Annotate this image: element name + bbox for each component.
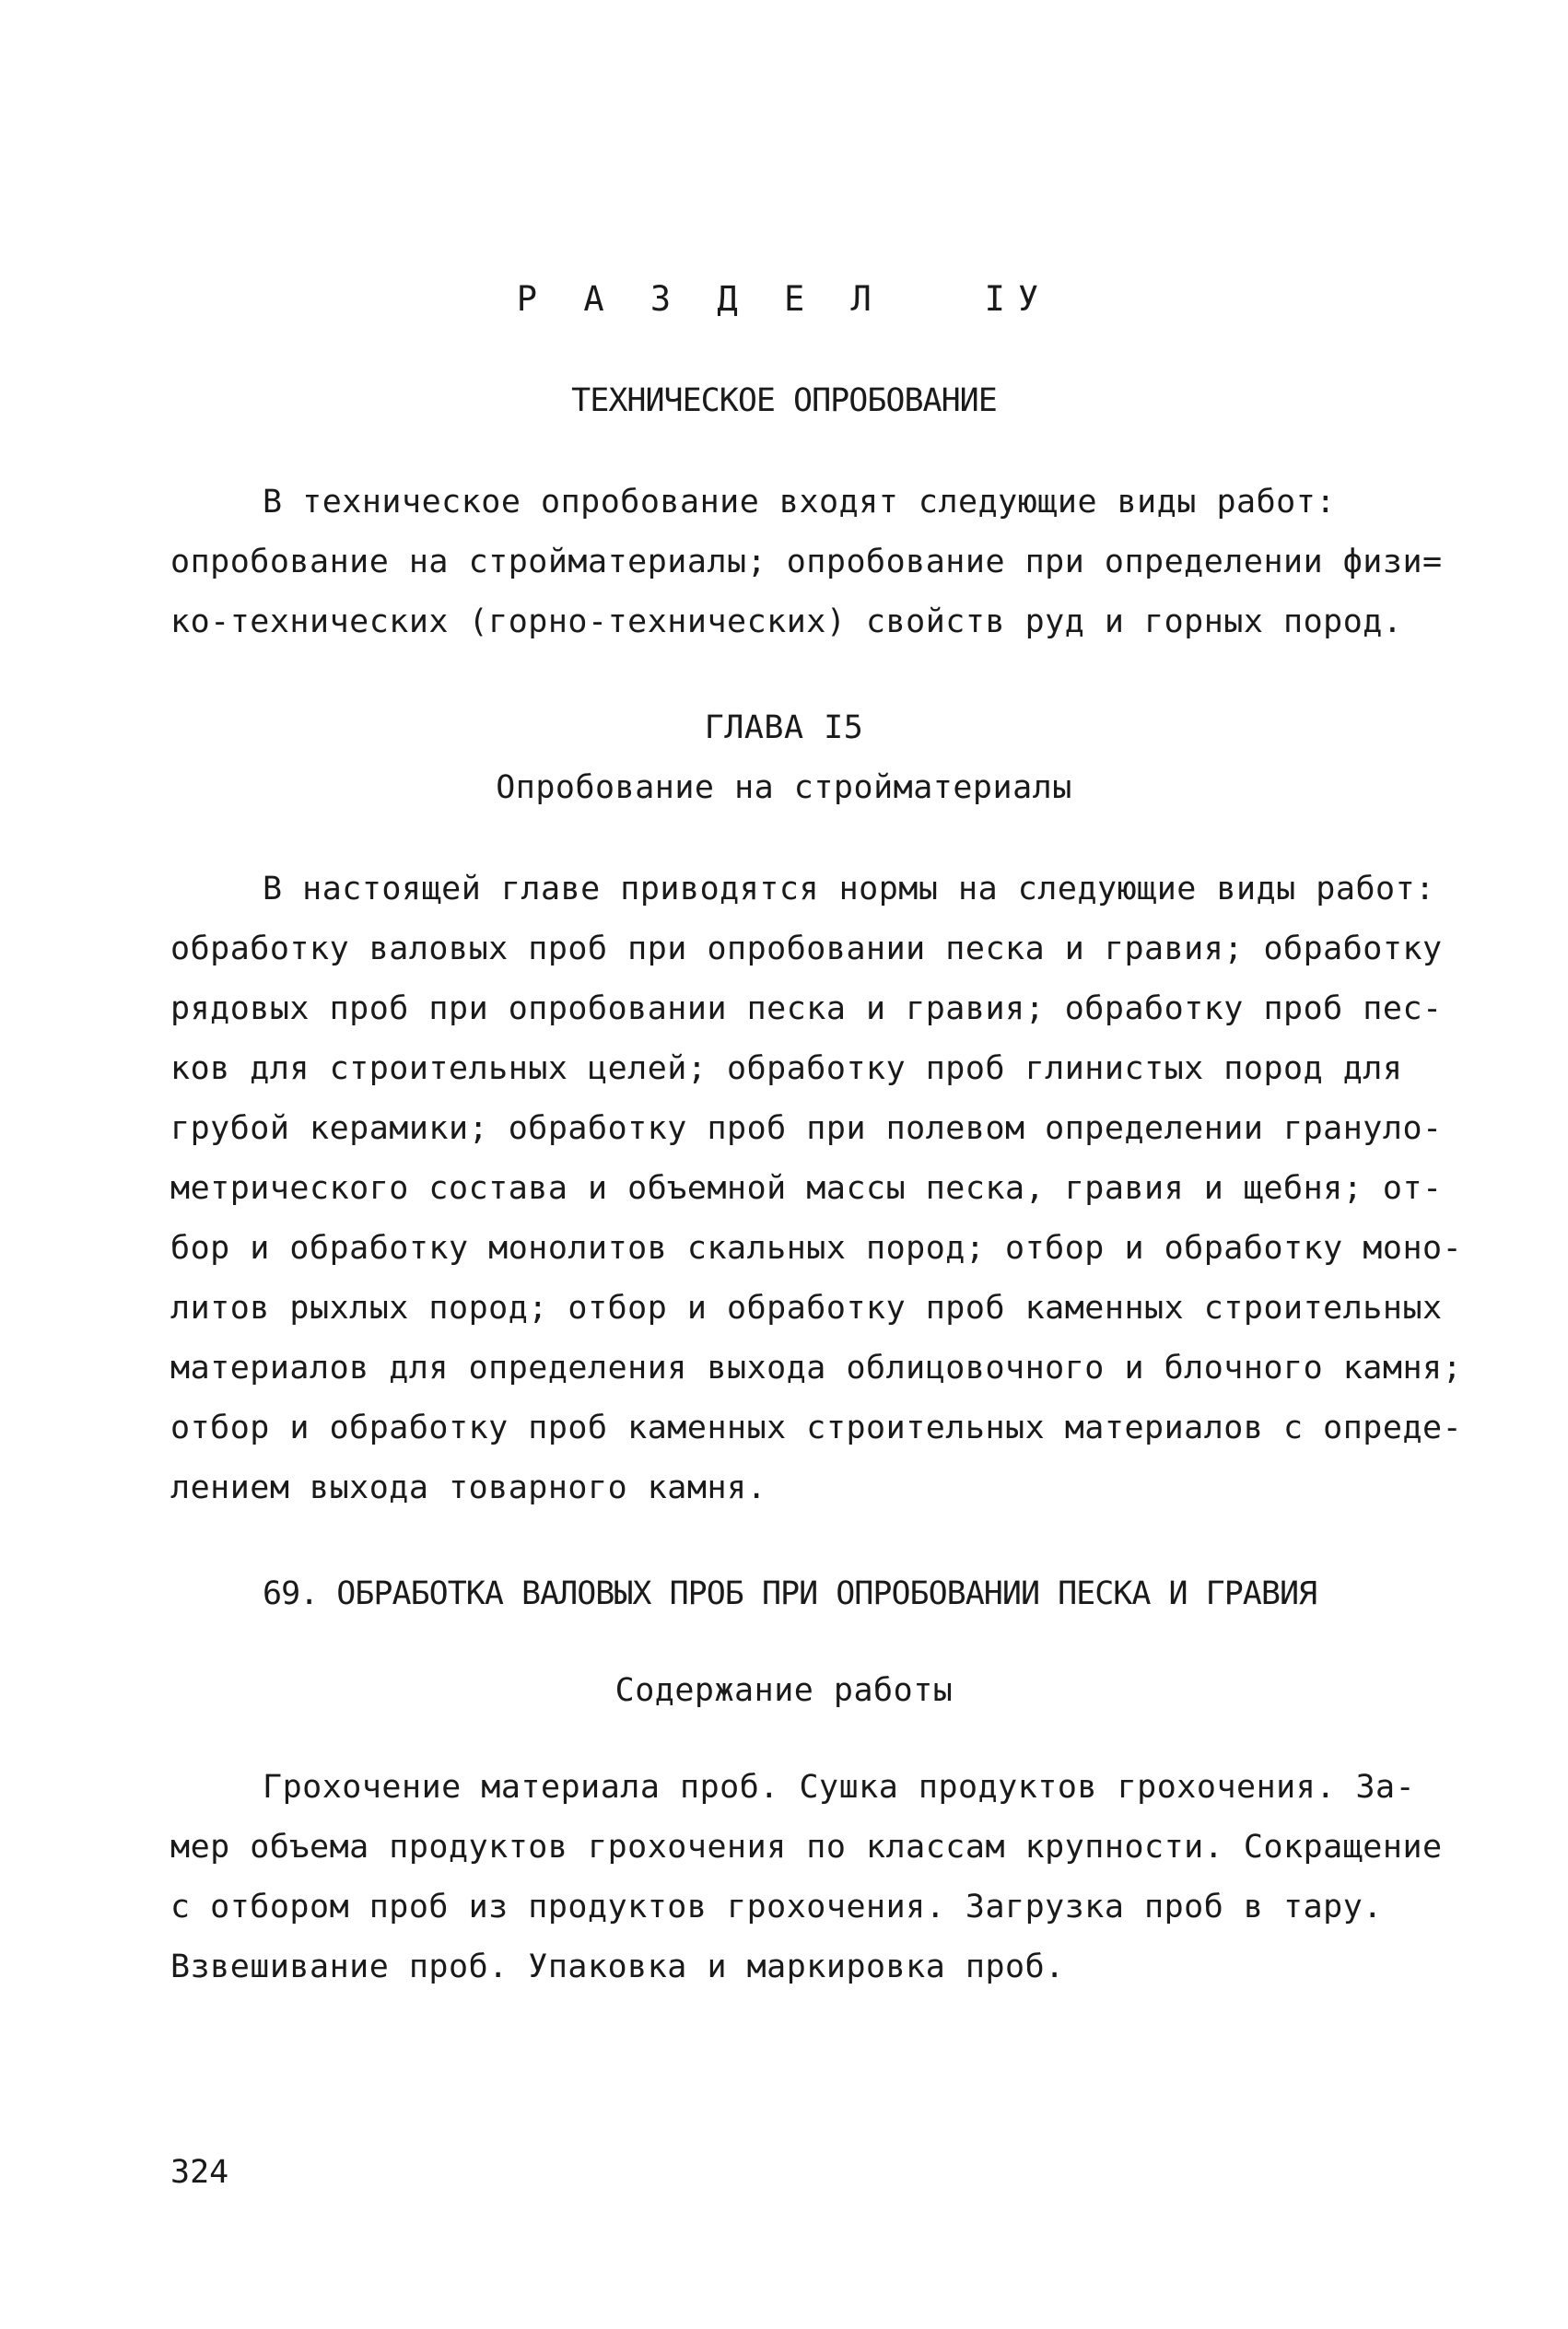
chapter-text-line: грубой керамики; обработку проб при полевом определении грануло-	[170, 1110, 1443, 1147]
chapter-text-line: ков для строительных целей; обработку проб глинистых пород для	[170, 1050, 1403, 1087]
item-subtitle: Содержание работы	[614, 1672, 954, 1709]
chapter-subtitle: Опробование на стройматериалы	[496, 769, 1072, 806]
chapter-text-line: бор и обработку монолитов скальных пород; отбор и обработку моно-	[170, 1230, 1463, 1267]
page-number: 324	[170, 2154, 229, 2191]
section-subtitle: ТЕХНИЧЕСКОЕ ОПРОБОВАНИЕ	[571, 382, 997, 419]
chapter-text-line: отбор и обработку проб каменных строительных материалов с опреде-	[170, 1410, 1463, 1446]
intro-line: В техническое опробование входят следующие виды работ:	[263, 484, 1336, 521]
item-title: 69. ОБРАБОТКА ВАЛОВЫХ ПРОБ ПРИ ОПРОБОВАНИИ ПЕСКА И ГРАВИЯ	[263, 1575, 1317, 1612]
item-text-line: мер объема продуктов грохочения по классам крупности. Сокращение	[170, 1829, 1443, 1866]
item-text-line: Взвешивание проб. Упаковка и маркировка проб.	[170, 1949, 1065, 1985]
chapter-text-line: обработку валовых проб при опробовании песка и гравия; обработку	[170, 930, 1443, 967]
chapter-text-line: материалов для определения выхода облицовочного и блочного камня;	[170, 1350, 1463, 1387]
chapter-text-line: метрического состава и объемной массы песка, гравия и щебня; от-	[170, 1170, 1443, 1207]
intro-line: ко-технических (горно-технических) свойств руд и горных пород.	[170, 603, 1403, 640]
intro-line: опробование на стройматериалы; опробование при определении физи=	[170, 544, 1443, 580]
chapter-text-line: литов рыхлых пород; отбор и обработку проб каменных строительных	[170, 1290, 1443, 1327]
item-text-line: Грохочение материала проб. Сушка продуктов грохочения. За-	[263, 1769, 1416, 1806]
chapter-text-line: В настоящей главе приводятся нормы на следующие виды работ:	[263, 871, 1435, 907]
item-text-line: с отбором проб из продуктов грохочения. Загрузка проб в тару.	[170, 1889, 1383, 1925]
chapter-text-line: лением выхода товарного камня.	[170, 1469, 767, 1506]
chapter-title: ГЛАВА I5	[704, 709, 864, 746]
chapter-text-line: рядовых проб при опробовании песка и гравия; обработку проб пес-	[170, 990, 1443, 1027]
section-title: Р А З Д Е Л IУ	[516, 279, 1052, 319]
